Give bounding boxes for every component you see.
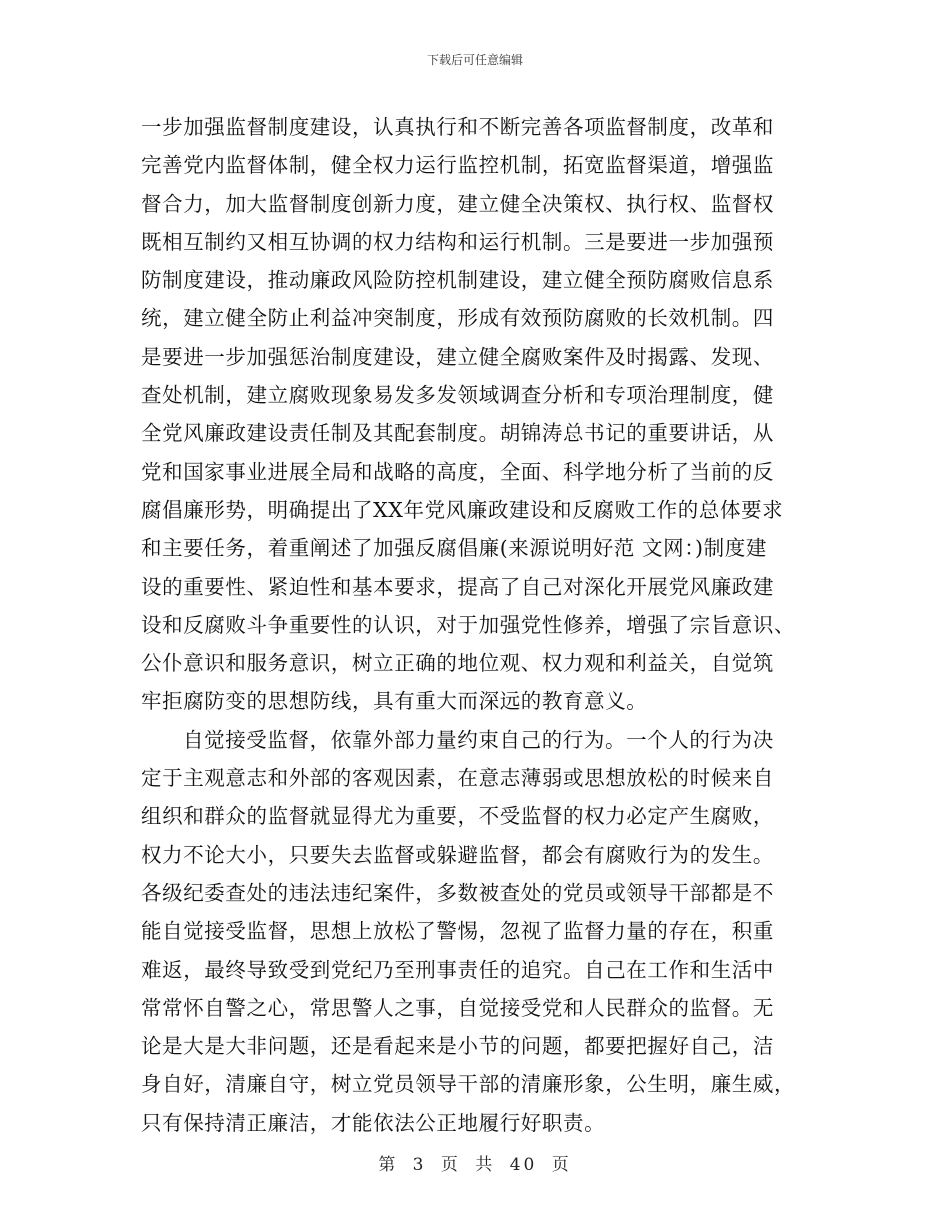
text-line: 定于主观意志和外部的客观因素，在意志薄弱或思想放松的时候来自: [141, 766, 774, 791]
text-line: 只有保持清正廉洁，才能依法公正地履行好职责。: [141, 1110, 606, 1135]
text-line: 各级纪委查处的违法违纪案件，多数被查处的党员或领导干部都是不: [141, 880, 774, 905]
text-line: 防制度建设，推动廉政风险防控机制建设，建立健全预防腐败信息系: [141, 268, 774, 293]
text-line: 设和反腐败斗争重要性的认识，对于加强党性修养，增强了宗旨意识、: [141, 612, 796, 637]
document-body: [141, 108, 816, 1142]
text-line: 查处机制，建立腐败现象易发多发领域调查分析和专项治理制度，健: [141, 383, 774, 408]
text-line: 完善党内监督体制，健全权力运行监控机制，拓宽监督渠道，增强监: [141, 153, 774, 178]
text-line: 一步加强监督制度建设，认真执行和不断完善各项监督制度，改革和: [141, 115, 774, 139]
text-line: 牢拒腐防变的思想防线，具有重大而深远的教育意义。: [141, 689, 648, 714]
text-line: 腐倡廉形势，明确提出了XX年党风廉政建设和反腐败工作的总体要求: [141, 497, 784, 522]
text-line: 党和国家事业进展全局和战略的高度，全面、科学地分析了当前的反: [141, 459, 774, 484]
text-line: 论是大是大非问题，还是看起来是小节的问题，都要把握好自己，洁: [141, 1034, 774, 1059]
text-line: 身自好，清廉自守，树立党员领导干部的清廉形象，公生明，廉生威，: [141, 1072, 796, 1097]
text-line: 能自觉接受监督，思想上放松了警惕，忽视了监督力量的存在，积重: [141, 919, 774, 944]
text-line: 统，建立健全防止利益冲突制度，形成有效预防腐败的长效机制。四: [141, 306, 774, 331]
text-line: 常常怀自警之心，常思警人之事，自觉接受党和人民群众的监督。无: [141, 995, 774, 1020]
page-number-indicator: 第 3 页 共 40 页: [378, 1155, 572, 1175]
page-header-note: 下载后可任意编辑: [426, 53, 523, 67]
text-line: 组织和群众的监督就显得尤为重要，不受监督的权力必定产生腐败，: [141, 804, 774, 829]
text-line: 难返，最终导致受到党纪乃至刑事责任的追究。自己在工作和生活中: [141, 957, 774, 982]
paragraph-first-line: 自觉接受监督，依靠外部力量约束自己的行为。一个人的行为决: [183, 727, 774, 752]
text-line: 全党风廉政建设责任制及其配套制度。胡锦涛总书记的重要讲话，从: [141, 421, 774, 446]
text-line: 权力不论大小，只要失去监督或躲避监督，都会有腐败行为的发生。: [141, 842, 774, 867]
text-line: 公仆意识和服务意识，树立正确的地位观、权力观和利益关，自觉筑: [141, 651, 774, 676]
text-line: 是要进一步加强惩治制度建设，建立健全腐败案件及时揭露、发现、: [141, 344, 774, 369]
text-line: 既相互制约又相互协调的权力结构和运行机制。三是要进一步加强预: [141, 229, 774, 254]
text-line: 督合力，加大监督制度创新力度，建立健全决策权、执行权、监督权: [141, 191, 774, 216]
text-line: 和主要任务，着重阐述了加强反腐倡廉(来源说明好范 文网：)制度建: [141, 536, 767, 561]
text-line: 设的重要性、紧迫性和基本要求，提高了自己对深化开展党风廉政建: [141, 574, 774, 599]
